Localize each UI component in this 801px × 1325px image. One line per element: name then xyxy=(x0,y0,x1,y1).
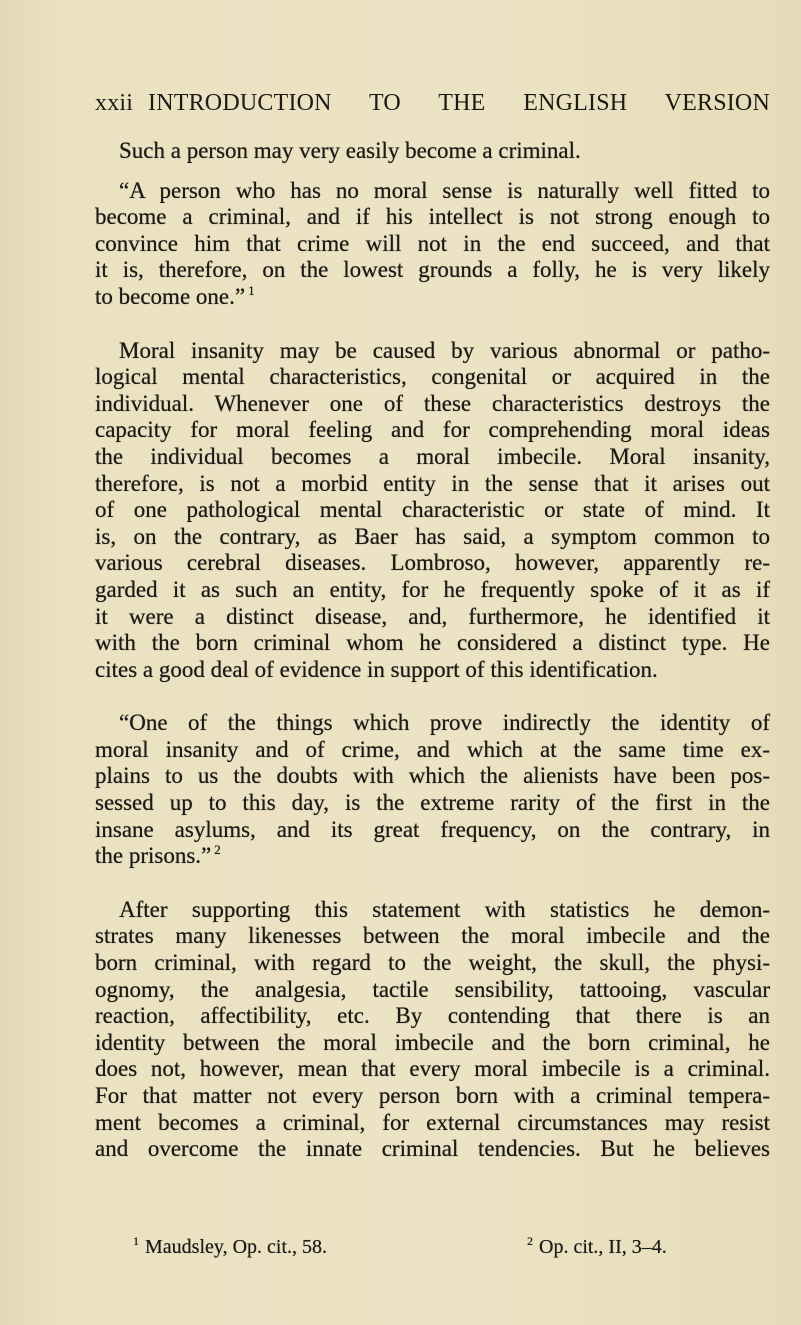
line-text: various cerebral diseases. Lombroso, however, apparently re- xyxy=(95,550,770,576)
footnote-reference: 1 xyxy=(248,282,255,298)
text-line xyxy=(95,657,770,684)
text-line xyxy=(95,604,770,631)
text-line xyxy=(95,231,770,258)
text-line xyxy=(95,737,770,764)
footnote-1 xyxy=(133,1236,327,1259)
text-line xyxy=(95,204,770,231)
text-line xyxy=(95,417,770,444)
text-line xyxy=(95,817,770,844)
text-line xyxy=(95,790,770,817)
paragraph xyxy=(95,338,770,684)
line-text: Moral insanity may be caused by various abnormal or patho- xyxy=(119,337,770,363)
line-text: it is, therefore, on the lowest grounds a folly, he is very likely xyxy=(95,257,770,283)
footnote-2 xyxy=(527,1236,667,1259)
line-text: the prisons.” xyxy=(95,843,212,869)
footnote-marker: 1 xyxy=(133,1234,139,1248)
line-text: cites a good deal of evidence in support of this identification. xyxy=(95,656,658,682)
text-line xyxy=(95,1056,770,1083)
line-text: ment becomes a criminal, for external circumstances may resist xyxy=(95,1109,770,1135)
text-line xyxy=(95,843,770,870)
footnote-text: Maudsley, Op. cit., 58. xyxy=(145,1236,328,1258)
line-text: plains to us the doubts with which the alienists have been pos- xyxy=(95,763,770,789)
line-text: to become one.” xyxy=(95,283,246,309)
line-text: reaction, affectibility, etc. By contending that there is an xyxy=(95,1003,770,1029)
line-text: the individual becomes a moral imbecile. Moral insanity, xyxy=(95,443,770,469)
text-line xyxy=(95,977,770,1004)
line-text: is, on the contrary, as Baer has said, a symptom common to xyxy=(95,523,770,549)
text-line xyxy=(95,471,770,498)
line-text: convince him that crime will not in the end succeed, and that xyxy=(95,230,770,256)
paragraph xyxy=(95,138,770,165)
text-line xyxy=(95,923,770,950)
line-text: After supporting this statement with statistics he demon- xyxy=(119,896,770,922)
line-text: For that matter not every person born with a criminal tempera- xyxy=(95,1083,770,1108)
text-line xyxy=(95,1136,770,1163)
footnote-reference: 2 xyxy=(214,842,221,858)
text-line xyxy=(95,391,770,418)
text-line xyxy=(95,338,770,365)
line-text: born criminal, with regard to the weight, the skull, the physi- xyxy=(95,950,770,976)
footnote-text: Op. cit., II, 3–4. xyxy=(539,1236,667,1258)
line-text: Such a person may very easily become a criminal. xyxy=(119,138,581,163)
line-text: individual. Whenever one of these characteristics destroys the xyxy=(95,390,770,416)
line-text: sessed up to this day, is the extreme rarity of the first in the xyxy=(95,790,770,816)
text-line xyxy=(95,257,770,284)
line-text: identity between the moral imbecile and the born criminal, he xyxy=(95,1029,770,1055)
paragraph xyxy=(95,897,770,1163)
text-line xyxy=(95,1030,770,1057)
line-text: strates many likenesses between the moral imbecile and the xyxy=(95,923,770,949)
line-text: become a criminal, and if his intellect is not strong enough to xyxy=(95,204,770,230)
line-text: therefore, is not a morbid entity in the sense that it arises out xyxy=(95,470,770,496)
text-line xyxy=(95,550,770,577)
text-line xyxy=(95,497,770,524)
line-text: “A person who has no moral sense is naturally well fitted to xyxy=(119,177,770,203)
footnote-marker: 2 xyxy=(527,1234,533,1248)
text-line xyxy=(95,1083,770,1110)
line-text: it were a distinct disease, and, furthermore, he identified it xyxy=(95,603,770,629)
line-text: of one pathological mental characteristic or state of mind. It xyxy=(95,497,770,523)
text-line xyxy=(95,1110,770,1137)
line-text: capacity for moral feeling and for comprehending moral ideas xyxy=(95,417,770,443)
line-text: garded it as such an entity, for he frequently spoke of it as if xyxy=(95,576,770,602)
line-text: insane asylums, and its great frequency, on the contrary, in xyxy=(95,816,770,842)
paragraph xyxy=(95,178,770,311)
text-line xyxy=(95,950,770,977)
line-text: ognomy, the analgesia, tactile sensibility, tattooing, vascular xyxy=(95,976,770,1002)
line-text: with the born criminal whom he considered a distinct type. He xyxy=(95,630,770,656)
text-line xyxy=(95,364,770,391)
running-head xyxy=(95,90,770,120)
page-number: xxii xyxy=(95,90,134,116)
text-line xyxy=(95,524,770,551)
text-line xyxy=(95,138,770,165)
text-line xyxy=(95,178,770,205)
line-text: “One of the things which prove indirectly the identity of xyxy=(119,710,770,736)
line-text: and overcome the innate criminal tendencies. But he believes xyxy=(95,1136,770,1162)
paragraph xyxy=(95,710,770,870)
text-line xyxy=(95,897,770,924)
line-text: logical mental characteristics, congenital or acquired in the xyxy=(95,364,770,390)
text-line xyxy=(95,1003,770,1030)
text-line xyxy=(95,284,770,311)
body-text xyxy=(95,138,770,1163)
text-line xyxy=(95,630,770,657)
line-text: moral insanity and of crime, and which at the same time ex- xyxy=(95,736,770,762)
running-title: INTRODUCTION TO THE ENGLISH VERSION xyxy=(148,90,770,116)
text-line xyxy=(95,577,770,604)
text-line xyxy=(95,444,770,471)
line-text: does not, however, mean that every moral imbecile is a criminal. xyxy=(95,1056,770,1082)
text-line xyxy=(95,763,770,790)
text-line xyxy=(95,710,770,737)
